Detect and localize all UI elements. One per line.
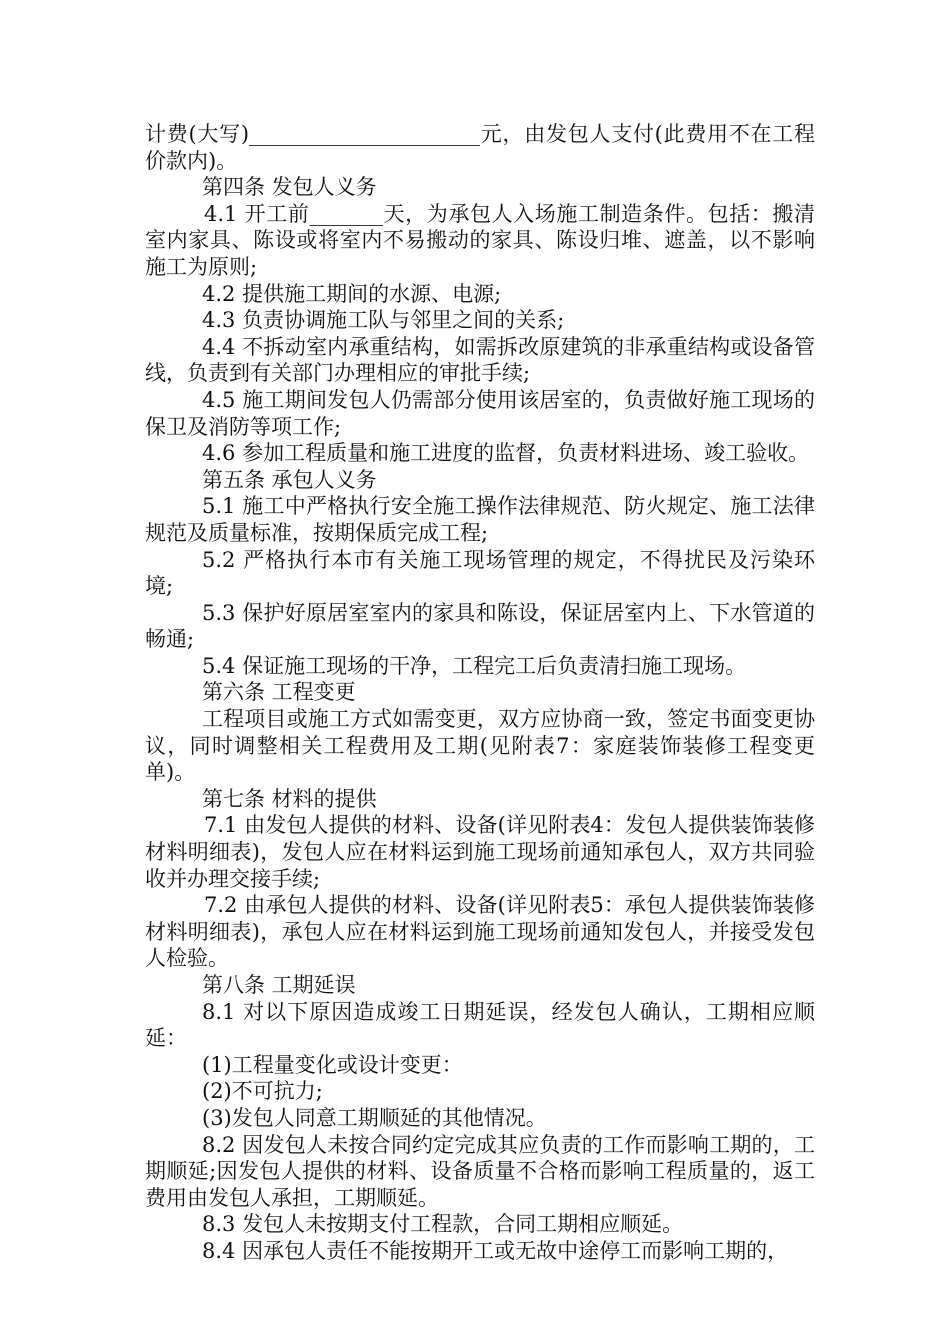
clause-5-1: 5.1 施工中严格执行安全施工操作法律规范、防火规定、施工法律规范及质量标准，按期保质完成工程; [145, 494, 815, 545]
paragraph-fee-continuation: 计费(大写)______________________元，由发包人支付(此费用不在工程价款内)。 [145, 122, 815, 173]
clause-8-1: 8.1 对以下原因造成竣工日期延误，经发包人确认，工期相应顺延： [145, 999, 815, 1051]
heading-article-4: 第四条 发包人义务 [202, 175, 377, 200]
clause-5-4: 5.4 保证施工现场的干净，工程完工后负责清扫施工现场。 [202, 653, 747, 678]
clause-4-5: 4.5 施工期间发包人仍需部分使用该居室的，负责做好施工现场的保卫及消防等项工作; [145, 387, 815, 439]
clause-7-2: 7.2 由承包人提供的材料、设备(详见附表5：承包人提供装饰装修材料明细表)，承包人应在材料运到施工现场前通知发包人，并接受发包人检验。 [145, 893, 815, 971]
clause-4-3: 4.3 负责协调施工队与邻里之间的关系; [202, 308, 565, 333]
clause-4-1: 4.1 开工前_______天，为承包人入场施工制造条件。包括：搬清室内家具、陈设或将室内不易搬动的家具、陈设归堆、遮盖，以不影响施工为原则; [145, 201, 815, 279]
clause-4-6: 4.6 参加工程质量和施工进度的监督，负责材料进场、竣工验收。 [202, 441, 810, 466]
clause-8-1-item-2: (2)不可抗力; [202, 1079, 323, 1104]
heading-article-6: 第六条 工程变更 [202, 680, 356, 705]
clause-8-2: 8.2 因发包人未按合同约定完成其应负责的工作而影响工期的，工期顺延;因发包人提供的材料、设备质量不合格而影响工程质量的，返工费用由发包人承担，工期顺延。 [145, 1132, 815, 1210]
clause-7-1: 7.1 由发包人提供的材料、设备(详见附表4：发包人提供装饰装修材料明细表)，发包人应在材料运到施工现场前通知承包人，双方共同验收并办理交接手续; [145, 813, 815, 891]
clause-8-1-item-1: (1)工程量变化或设计变更： [202, 1052, 463, 1077]
clause-4-4: 4.4 不拆动室内承重结构，如需拆改原建筑的非承重结构或设备管线，负责到有关部门办理相应的审批手续; [145, 334, 815, 386]
heading-article-7: 第七条 材料的提供 [202, 786, 377, 811]
heading-article-8: 第八条 工期延误 [202, 973, 356, 997]
clause-8-3: 8.3 发包人未按期支付工程款，合同工期相应顺延。 [202, 1212, 684, 1237]
heading-article-5: 第五条 承包人义务 [202, 467, 377, 492]
clause-8-1-item-3: (3)发包人同意工期顺延的其他情况。 [202, 1105, 547, 1130]
clause-4-2: 4.2 提供施工期间的水源、电源; [202, 281, 502, 306]
document-body [145, 121, 815, 1265]
clause-5-2: 5.2 严格执行本市有关施工现场管理的规定，不得扰民及污染环境; [145, 547, 815, 599]
clause-6-body: 工程项目或施工方式如需变更，双方应协商一致，签定书面变更协议，同时调整相关工程费用及工期(见附表7：家庭装饰装修工程变更单)。 [145, 707, 815, 785]
clause-5-3: 5.3 保护好原居室室内的家具和陈设，保证居室内上、下水管道的畅通; [145, 600, 815, 652]
clause-8-4: 8.4 因承包人责任不能按期开工或无故中途停工而影响工期的， [202, 1238, 789, 1263]
